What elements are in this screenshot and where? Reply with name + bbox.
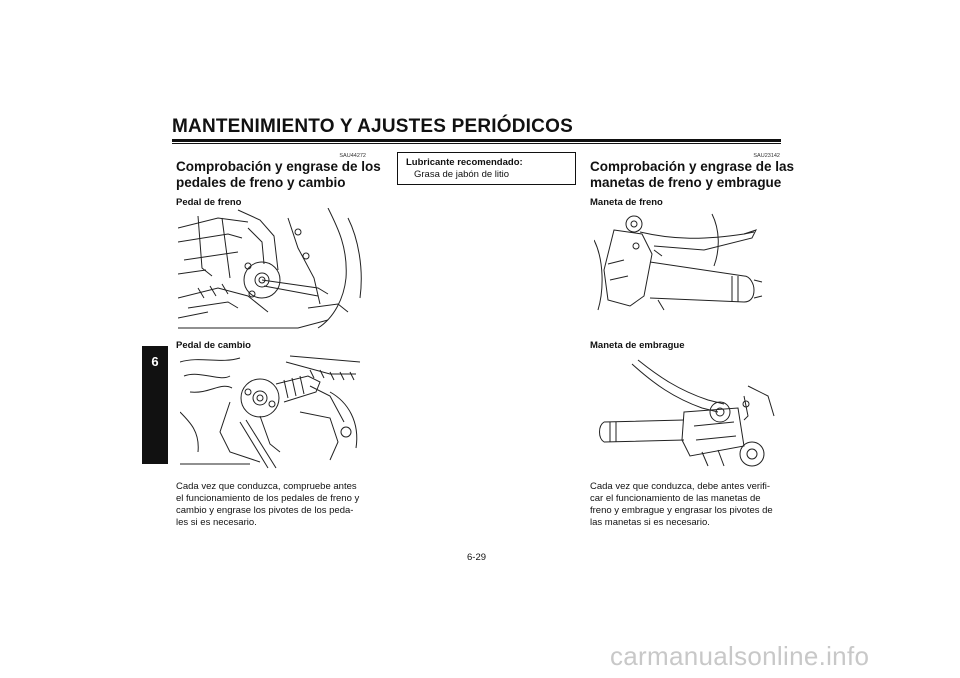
section-title	[590, 159, 794, 191]
body-line: cambio y engrase los pivotes de los peda-	[176, 505, 354, 516]
brake-pedal-illustration	[178, 208, 368, 332]
brake-lever-illustration	[594, 210, 774, 320]
body-line: Cada vez que conduzca, compruebe antes	[176, 481, 357, 492]
lubricant-value: Grasa de jabón de litio	[414, 169, 510, 180]
page-number: 6-29	[467, 552, 487, 563]
section-title	[176, 159, 381, 191]
body-line: car el funcionamiento de las manetas de	[590, 493, 761, 504]
lubricant-label: Lubricante recomendado:	[406, 157, 523, 168]
page-header-title: MANTENIMIENTO Y AJUSTES PERIÓDICOS	[172, 116, 573, 137]
clutch-lever-illustration	[598, 356, 778, 471]
section-title-line2: manetas de freno y embrague	[590, 175, 782, 190]
chapter-tab: 6	[142, 346, 168, 464]
body-line: les si es necesario.	[176, 517, 257, 528]
subheading-shift-pedal: Pedal de cambio	[176, 340, 251, 351]
body-line: el funcionamiento de los pedales de freno y	[176, 493, 360, 504]
shift-pedal-illustration	[180, 352, 368, 470]
body-line: Cada vez que conduzca, debe antes verifi-	[590, 481, 771, 492]
section-title-line1: Comprobación y engrase de las	[590, 159, 795, 174]
body-line: las manetas si es necesario.	[590, 517, 710, 528]
lubricant-box	[397, 152, 576, 185]
subheading-brake-pedal: Pedal de freno	[176, 197, 242, 208]
header-rule	[172, 139, 781, 142]
section-title-line2: pedales de freno y cambio	[176, 175, 346, 190]
section-code: SAU23142	[753, 153, 780, 159]
body-line: freno y embrague y engrasar los pivotes de	[590, 505, 773, 516]
section-title-line1: Comprobación y engrase de los	[176, 159, 381, 174]
watermark: carmanualsonline.info	[610, 641, 870, 671]
subheading-brake-lever: Maneta de freno	[590, 197, 663, 208]
right-body-text	[590, 481, 782, 529]
subheading-clutch-lever: Maneta de embrague	[590, 340, 685, 351]
section-code: SAU44272	[339, 153, 366, 159]
left-body-text	[176, 481, 368, 529]
header-rule-thin	[172, 143, 781, 144]
